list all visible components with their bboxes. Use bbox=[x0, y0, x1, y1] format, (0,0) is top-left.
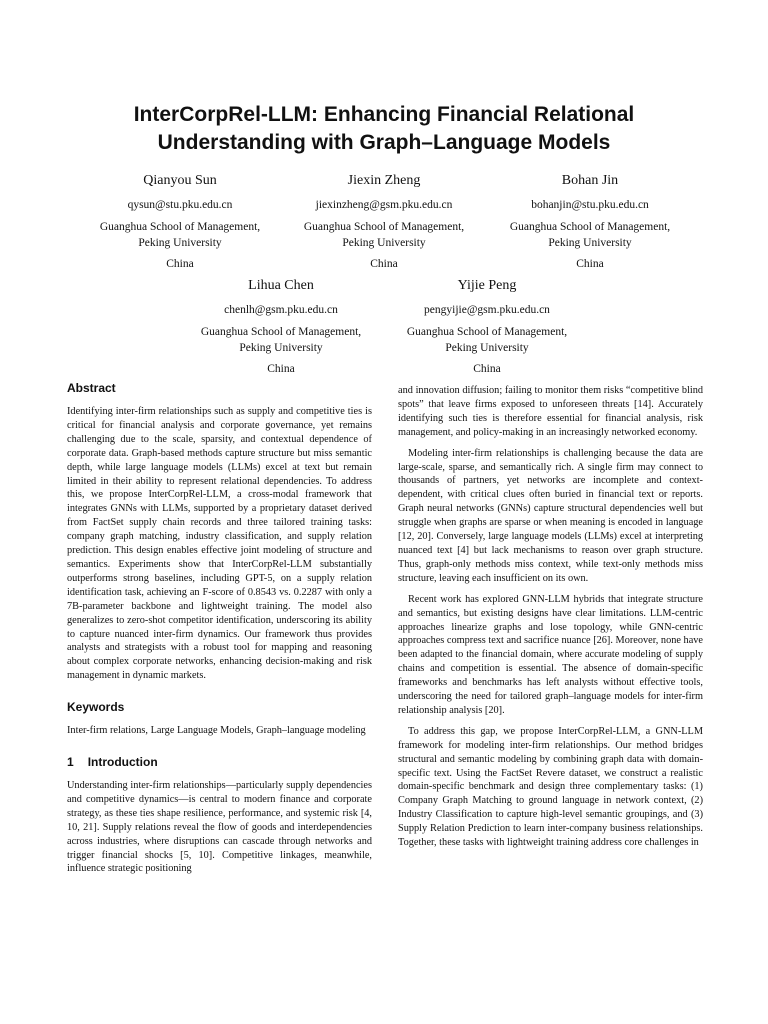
right-column bbox=[398, 384, 703, 857]
left-column bbox=[67, 381, 372, 883]
paper-title-line-1: InterCorpRel-LLM: Enhancing Financial Relational bbox=[133, 103, 635, 126]
author-affiliation bbox=[284, 219, 484, 251]
section-title: Introduction bbox=[87, 755, 158, 770]
paper-title bbox=[60, 101, 708, 157]
author-name: Yijie Peng bbox=[457, 278, 517, 293]
author-block bbox=[80, 172, 280, 272]
author-email: bohanjin@stu.pku.edu.cn bbox=[531, 199, 649, 211]
body-paragraph: Recent work has explored GNN-LLM hybrids that integrate structure and semantics, but existing designs have clear limitations. LLM-centric approaches linearize graphs and lose topology, while GNN-centric approaches compress text and sacrifice nuance [26]. Moreover, none have been adapted to the financial domain, where accurate modeling of supply chains and competition is essential. The absence of domain-specific frameworks and benchmarks has left analysts without effective tools, underscoring the need for tailored graph–language models for inter-firm relationship analysis [20]. bbox=[398, 593, 703, 716]
affiliation-line: Guanghua School of Management, bbox=[406, 326, 568, 338]
affiliation-line: Peking University bbox=[342, 237, 426, 249]
author-affiliation bbox=[387, 324, 587, 356]
author-email: chenlh@gsm.pku.edu.cn bbox=[224, 304, 338, 316]
affiliation-line: Guanghua School of Management, bbox=[200, 326, 362, 338]
author-email: qysun@stu.pku.edu.cn bbox=[127, 199, 233, 211]
author-email: jiexinzheng@gsm.pku.edu.cn bbox=[315, 199, 453, 211]
author-block bbox=[387, 277, 587, 377]
paper-title-line-2: Understanding with Graph–Language Models bbox=[157, 131, 611, 154]
author-affiliation bbox=[490, 219, 690, 251]
keywords-text: Inter-firm relations, Large Language Models, Graph–language modeling bbox=[67, 725, 366, 737]
affiliation-line: Guanghua School of Management, bbox=[99, 221, 261, 233]
affiliation-line: Peking University bbox=[445, 342, 529, 354]
affiliation-line: Guanghua School of Management, bbox=[509, 221, 671, 233]
affiliation-line: Peking University bbox=[239, 342, 323, 354]
author-country: China bbox=[576, 258, 604, 270]
author-country: China bbox=[370, 258, 398, 270]
author-country: China bbox=[473, 363, 501, 375]
keywords-heading: Keywords bbox=[67, 700, 125, 715]
section-number: 1 bbox=[67, 755, 74, 770]
author-name: Jiexin Zheng bbox=[347, 173, 421, 188]
affiliation-line: Peking University bbox=[548, 237, 632, 249]
introduction-heading bbox=[67, 755, 372, 770]
author-country: China bbox=[267, 363, 295, 375]
author-block bbox=[490, 172, 690, 272]
affiliation-line: Peking University bbox=[138, 237, 222, 249]
author-country: China bbox=[166, 258, 194, 270]
author-affiliation bbox=[181, 324, 381, 356]
author-name: Lihua Chen bbox=[248, 278, 314, 293]
abstract-heading: Abstract bbox=[67, 381, 116, 395]
author-name: Bohan Jin bbox=[561, 173, 619, 188]
affiliation-line: Guanghua School of Management, bbox=[303, 221, 465, 233]
body-paragraph: and innovation diffusion; failing to monitor them risks “competitive blind spots” that leave firms exposed to unforeseen threats [14]. Accurately identifying such ties is therefore essential for financial analysis, risk management, and policy-making in an increasingly networked economy. bbox=[398, 385, 703, 438]
introduction-paragraph: Understanding inter-firm relationships—particularly supply dependencies and competitive dynamics—is central to modern finance and corporate strategy, as these ties shape resilience, performance, and systemic risk [4, 10, 21]. Supply relations reveal the flow of goods and interdependencies across industries, where disruptions can cascade through networks and trigger financial shocks [5, 10]. Competitive linkages, meanwhile, influence strategic positioning bbox=[67, 780, 372, 875]
author-name: Qianyou Sun bbox=[143, 173, 217, 188]
abstract-text: Identifying inter-firm relationships such as supply and competitive ties is critical for financial analysis and corporate governance, yet remains challenging due to the scale, sparsity, and contextual dependence of corporate data. Graph-based methods capture structure but miss semantic depth, while large language models (LLMs) excel at text but remain limited in their ability to represent relational dependencies. To address this, we propose InterCorpRel-LLM, a cross-modal framework that integrates GNNs with LLMs, supported by a proprietary dataset derived from FactSet supply chain records and three tailored training tasks: company graph matching, industry classification, and supply relation prediction. This design enables effective joint modeling of structure and semantics. Experiments show that InterCorpRel-LLM substantially outperforms strong baselines, including GPT-5, on a supply relation identification task, achieving an F-score of 0.8543 vs. 0.2287 with only a 7B-parameter backbone and lightweight training. The model also generalizes to zero-shot competitor identification, underscoring its ability to capture nuanced inter-firm dynamics. Our framework thus provides analysts and strategists with a robust tool for mapping and reasoning about complex corporate networks, enhancing decision-making and risk management in dynamic markets. bbox=[67, 406, 372, 682]
author-email: pengyijie@gsm.pku.edu.cn bbox=[424, 304, 550, 316]
author-affiliation bbox=[80, 219, 280, 251]
author-block bbox=[284, 172, 484, 272]
author-block bbox=[181, 277, 381, 377]
body-paragraph: Modeling inter-firm relationships is challenging because the data are large-scale, sparse, and semantically rich. A single firm may connect to thousands of partners, yet networks are incomplete and context-dependent, with critical clues often buried in financial text or reports. Graph neural networks (GNNs) capture structural dependencies well but struggle when graphs are sparse or when meaning is encoded in language [12, 20]. Conversely, large language models (LLMs) excel at interpreting nuanced text [4] but lack mechanisms to reason over graph structure. Thus, graph-only methods miss context, while text-only methods miss structure, leaving each insufficient on its own. bbox=[398, 447, 703, 584]
body-paragraph: To address this gap, we propose InterCorpRel-LLM, a GNN-LLM framework for modeling inter-firm relationships. Our method bridges structural and semantic modeling by combining graph data with domain-specific text. Using the FactSet Revere dataset, we construct a realistic domain-specific benchmark and design three complementary tasks: (1) Company Graph Matching to ground language in network context, (2) Industry Classification to capture high-level semantic groupings, and (3) Supply Relation Prediction to learn inter-company business relationships. Together, these tasks with lightweight training address core challenges in bbox=[398, 725, 703, 849]
